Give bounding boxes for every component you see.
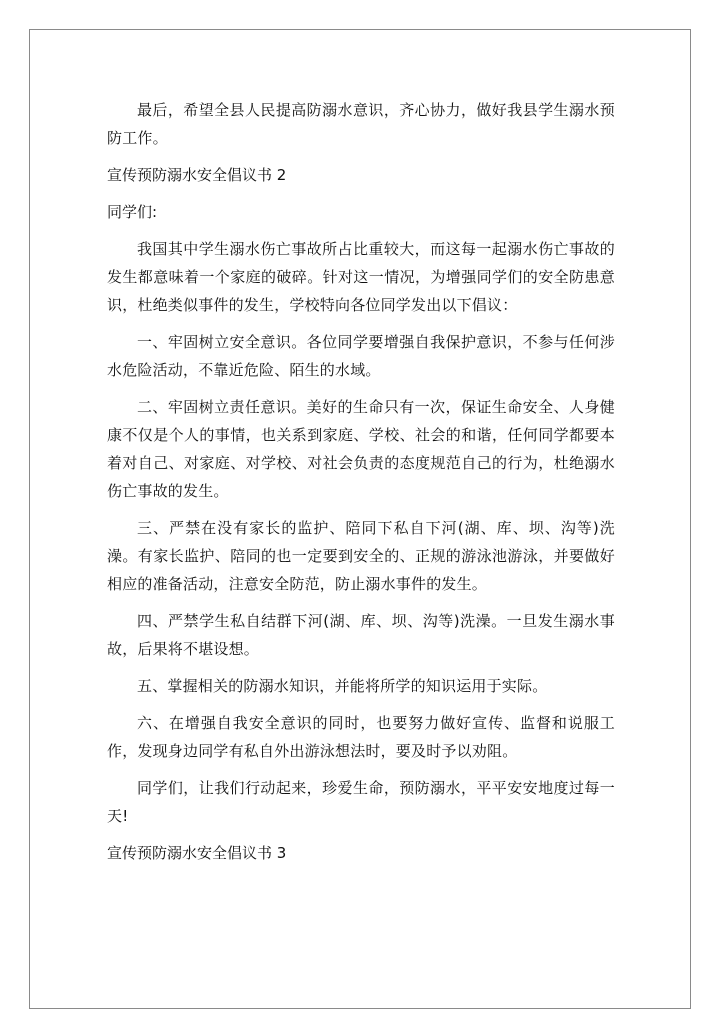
document-body (107, 96, 615, 876)
paragraph: 四、严禁学生私自结群下河(湖、库、坝、沟等)洗澡。一旦发生溺水事故，后果将不堪设想。 (107, 612, 615, 658)
section-heading: 宣传预防溺水安全倡议书 3 (107, 844, 287, 862)
paragraph: 二、牢固树立责任意识。美好的生命只有一次，保证生命安全、人身健康不仅是个人的事情，也关系到家庭、学校、社会的和谐，任何同学都要本着对自己、对家庭、对学校、对社会负责的态度规范自己的行为，杜绝溺水伤亡事故的发生。 (107, 398, 615, 500)
salutation: 同学们: (107, 203, 158, 221)
paragraph: 一、牢固树立安全意识。各位同学要增强自我保护意识，不参与任何涉水危险活动，不靠近危险、陌生的水域。 (107, 333, 615, 379)
section-heading: 宣传预防溺水安全倡议书 2 (107, 166, 287, 184)
paragraph: 六、在增强自我安全意识的同时，也要努力做好宣传、监督和说服工作，发现身边同学有私自外出游泳想法时，要及时予以劝阻。 (107, 714, 615, 760)
paragraph: 同学们，让我们行动起来，珍爱生命，预防溺水，平平安安地度过每一天! (107, 779, 615, 825)
paragraph: 五、掌握相关的防溺水知识，并能将所学的知识运用于实际。 (137, 677, 548, 695)
paragraph: 我国其中学生溺水伤亡事故所占比重较大，而这每一起溺水伤亡事故的发生都意味着一个家庭的破碎。针对这一情况，为增强同学们的安全防患意识，杜绝类似事件的发生，学校特向各位同学发出以下倡议： (107, 240, 615, 314)
paragraph: 三、严禁在没有家长的监护、陪同下私自下河(湖、库、坝、沟等)洗澡。有家长监护、陪同的也一定要到安全的、正规的游泳池游泳，并要做好相应的准备活动，注意安全防范，防止溺水事件的发生。 (107, 519, 615, 593)
paragraph: 最后，希望全县人民提高防溺水意识，齐心协力，做好我县学生溺水预防工作。 (107, 101, 615, 147)
